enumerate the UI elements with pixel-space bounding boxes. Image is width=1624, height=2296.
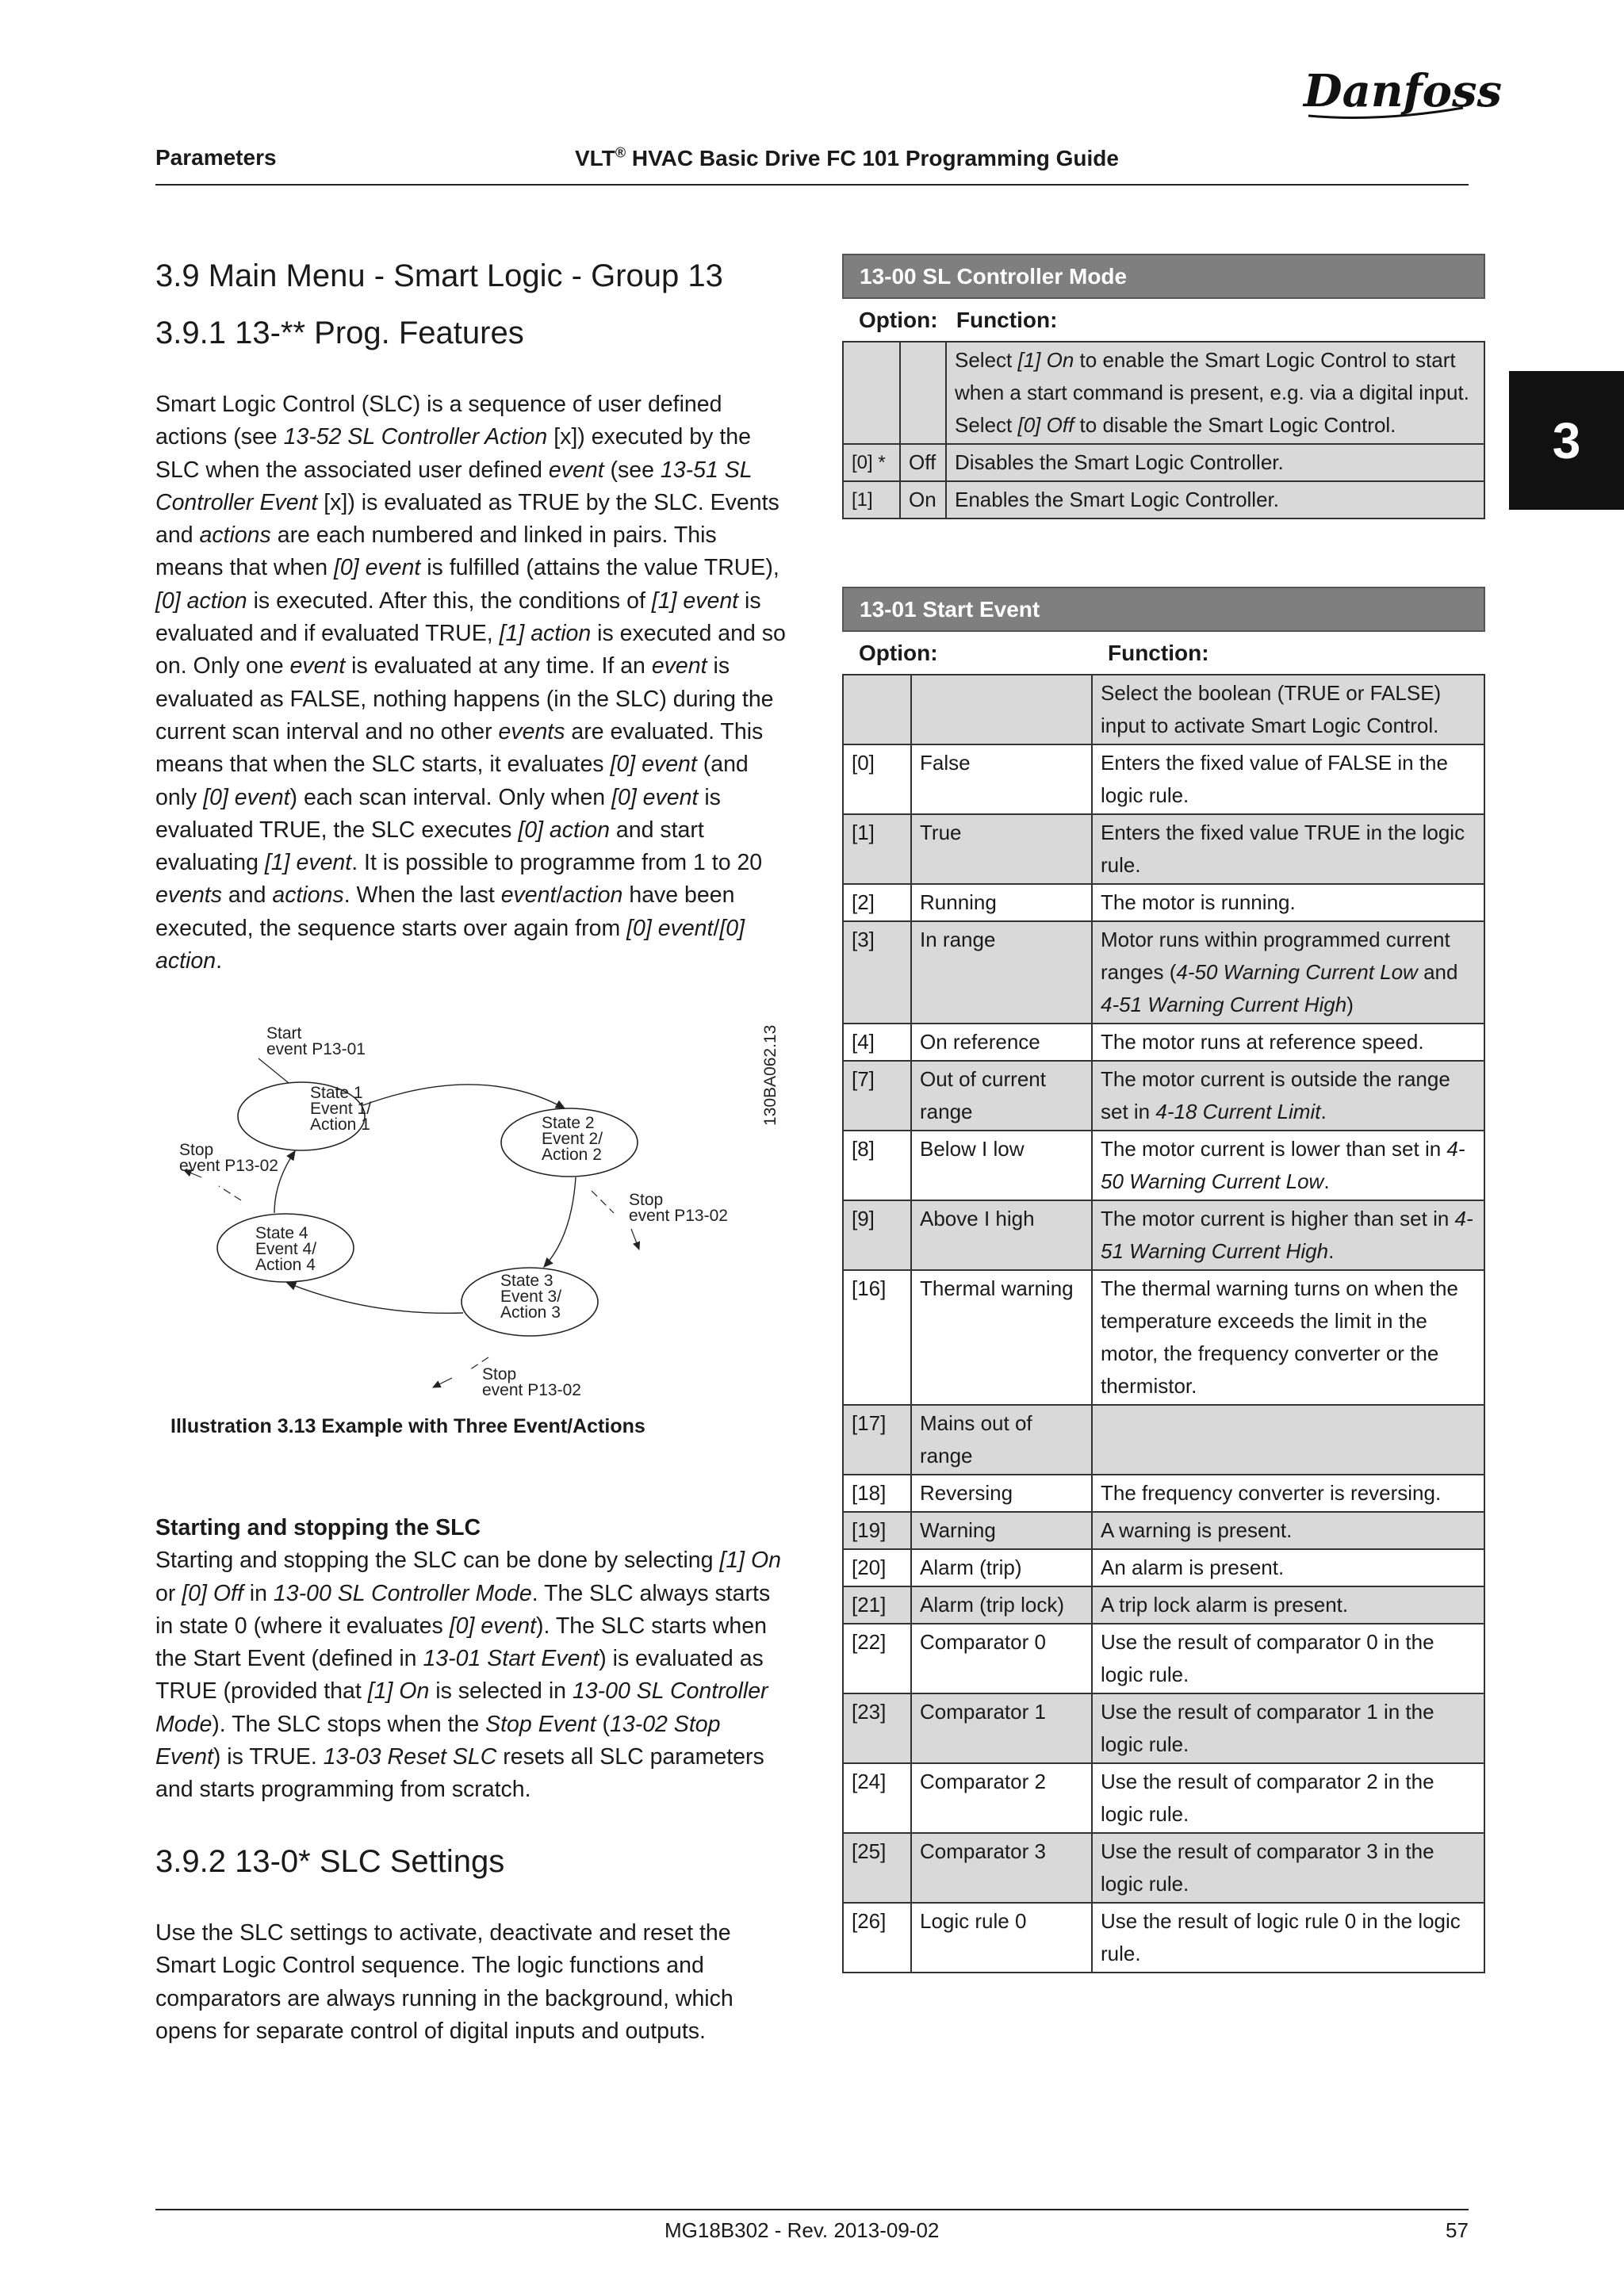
option-function: Use the result of logic rule 0 in the logic rule. <box>1092 1903 1484 1973</box>
state-3-line1: State 3 <box>500 1272 553 1290</box>
starting-heading: Starting and stopping the SLC <box>155 1515 481 1540</box>
table-13-01-row <box>843 1512 1484 1549</box>
option-name: True <box>911 814 1092 884</box>
table-13-01-row <box>843 1405 1484 1475</box>
stop-label-bottom-line2: event P13-02 <box>482 1381 581 1399</box>
table-13-01-row <box>843 1131 1484 1200</box>
table-13-01-description-row <box>843 675 1484 744</box>
option-function: The thermal warning turns on when the temperature exceeds the limit in the motor, the frequency converter or the thermistor. <box>1092 1270 1484 1405</box>
option-name: False <box>911 744 1092 814</box>
state-2-line2: Event 2/ <box>542 1130 603 1148</box>
state-2-line1: State 2 <box>542 1114 595 1132</box>
stop-label-bottom-line1: Stop <box>482 1365 517 1383</box>
table-13-01-row <box>843 1903 1484 1973</box>
start-label-line2: event P13-01 <box>266 1040 366 1058</box>
guide-title: VLT® HVAC Basic Drive FC 101 Programming Guide <box>575 145 1119 171</box>
table-13-01 <box>842 587 1485 1973</box>
section-label: Parameters <box>155 145 277 170</box>
start-pointer <box>259 1058 289 1083</box>
state-2-line3: Action 2 <box>542 1146 602 1164</box>
table-13-01-row <box>843 884 1484 921</box>
option-name: Warning <box>911 1512 1092 1549</box>
stop-label-left-line2: event P13-02 <box>179 1157 278 1175</box>
heading-slc-settings: 3.9.2 13-0* SLC Settings <box>155 1844 505 1879</box>
figure-caption: Illustration 3.13 Example with Three Event/Actions <box>170 1415 645 1437</box>
state-3-line2: Event 3/ <box>500 1288 562 1306</box>
header-rule <box>155 184 1469 186</box>
option-name: Alarm (trip lock) <box>911 1586 1092 1624</box>
table-13-01-row <box>843 1061 1484 1131</box>
option-function: Motor runs within programmed current ranges (4-50 Warning Current Low and 4-51 Warning Current High) <box>1092 921 1484 1024</box>
heading-prog-features: 3.9.1 13-** Prog. Features <box>155 316 524 350</box>
option-code: [18] <box>843 1475 911 1512</box>
option-code: [9] <box>843 1200 911 1270</box>
option-code: [1] <box>843 481 900 519</box>
transition-3-4 <box>287 1283 463 1313</box>
heading-main: 3.9 Main Menu - Smart Logic - Group 13 <box>155 258 723 293</box>
option-name: Running <box>911 884 1092 921</box>
option-function: Enters the fixed value TRUE in the logic rule. <box>1092 814 1484 884</box>
option-name: Thermal warning <box>911 1270 1092 1405</box>
table-13-00-description: Select [1] On to enable the Smart Logic Control to start when a start command is present, e.g. via a digital input. Select [0] Off to disable the Smart Logic Control. <box>946 342 1484 444</box>
table-13-00-description-row <box>843 342 1484 444</box>
start-label-line1: Start <box>266 1024 302 1043</box>
table-13-01-row <box>843 814 1484 884</box>
option-code: [17] <box>843 1405 911 1475</box>
option-function: An alarm is present. <box>1092 1549 1484 1586</box>
state-1-line2: Event 1/ <box>310 1100 372 1118</box>
option-function: Use the result of comparator 3 in the logic rule. <box>1092 1833 1484 1903</box>
option-name: Off <box>900 444 946 481</box>
settings-paragraph: Use the SLC settings to activate, deactivate and reset the Smart Logic Control sequence. The logic functions and comparators are always running in the background, which opens for separate control of digital inputs and outputs. <box>155 1920 733 2044</box>
option-code: [8] <box>843 1131 911 1200</box>
table-13-01-row <box>843 1549 1484 1586</box>
transition-2-3 <box>544 1177 576 1267</box>
option-function: The motor is running. <box>1092 884 1484 921</box>
starting-paragraph: Starting and stopping the SLC can be done by selecting [1] On or [0] Off in 13-00 SL Controller Mode. The SLC always starts in state 0 (where it evaluates [0] event). The SLC starts when the Start Event (defined in 13-01 Start Event) is evaluated as TRUE (provided that [1] On is selected in 13-00 SL Controller Mode). The SLC stops when the Stop Event (13-02 Stop Event) is TRUE. 13-03 Reset SLC resets all SLC parameters and starts programming from scratch. <box>155 1548 782 1803</box>
option-code: [19] <box>843 1512 911 1549</box>
intro-paragraph: Smart Logic Control (SLC) is a sequence of user defined actions (see 13-52 SL Controller Action [x]) executed by the SLC when the associated user defined event (see 13-51 SL Controller Event [x]) is evaluated as TRUE by the SLC. Events and actions are each numbered and linked in pairs. This means that when [0] event is fulfilled (attains the value TRUE), [0] action is executed. After this, the conditions of [1] event is evaluated and if evaluated TRUE, [1] action is executed and so on. Only one event is evaluated at any time. If an event is evaluated as FALSE, nothing happens (in the SLC) during the current scan interval and no other events are evaluated. This means that when the SLC starts, it evaluates [0] event (and only [0] event) each scan interval. Only when [0] event is evaluated TRUE, the SLC executes [0] action and start evaluating [1] event. It is possible to programme from 1 to 20 events and actions. When the last event/action have been executed, the sequence starts over again from [0] event/[0] action. <box>155 392 786 974</box>
option-code: [25] <box>843 1833 911 1903</box>
option-name: Above I high <box>911 1200 1092 1270</box>
table-13-01-row <box>843 1624 1484 1693</box>
option-code: [22] <box>843 1624 911 1693</box>
footer-doc-ref: MG18B302 - Rev. 2013-09-02 <box>665 2218 940 2242</box>
table-13-00-row <box>843 444 1484 481</box>
option-code: [20] <box>843 1549 911 1586</box>
stop-label-left-line1: Stop <box>179 1141 214 1159</box>
page-number: 57 <box>1446 2218 1469 2242</box>
state-3-line3: Action 3 <box>500 1303 561 1322</box>
option-code: [26] <box>843 1903 911 1973</box>
option-name: Out of current range <box>911 1061 1092 1131</box>
option-function: A trip lock alarm is present. <box>1092 1586 1484 1624</box>
table-13-01-row <box>843 1693 1484 1763</box>
option-name: Comparator 1 <box>911 1693 1092 1763</box>
danfoss-logo <box>1300 60 1503 124</box>
option-code: [0] <box>843 744 911 814</box>
table-13-00-title: 13-00 SL Controller Mode <box>843 254 1484 298</box>
option-function <box>1092 1405 1484 1475</box>
option-function: Enters the fixed value of FALSE in the logic rule. <box>1092 744 1484 814</box>
state-1-line1: State 1 <box>310 1084 363 1102</box>
table-13-01-function-header: Function: <box>1092 631 1484 675</box>
option-code: [7] <box>843 1061 911 1131</box>
state-4-line2: Event 4/ <box>255 1240 317 1258</box>
state-1-line3: Action 1 <box>310 1115 370 1134</box>
table-13-00-row <box>843 481 1484 519</box>
table-13-00 <box>842 254 1485 519</box>
option-function: Enables the Smart Logic Controller. <box>946 481 1484 519</box>
footer-rule <box>155 2209 1469 2210</box>
option-code: [4] <box>843 1024 911 1061</box>
option-function: Disables the Smart Logic Controller. <box>946 444 1484 481</box>
option-function: Use the result of comparator 0 in the logic rule. <box>1092 1624 1484 1693</box>
stop-label-right-line2: event P13-02 <box>629 1207 728 1225</box>
table-13-01-row <box>843 1270 1484 1405</box>
option-code: [3] <box>843 921 911 1024</box>
table-13-01-row <box>843 1200 1484 1270</box>
option-function: The motor current is outside the range set in 4-18 Current Limit. <box>1092 1061 1484 1131</box>
option-name: On reference <box>911 1024 1092 1061</box>
option-name: Comparator 0 <box>911 1624 1092 1693</box>
option-code: [21] <box>843 1586 911 1624</box>
state-diagram <box>155 1015 790 1411</box>
stop-label-right-line1: Stop <box>629 1191 664 1209</box>
option-code: [16] <box>843 1270 911 1405</box>
option-name: On <box>900 481 946 519</box>
diagram-code: 130BA062.13 <box>761 1024 779 1126</box>
logo-wordmark: Danfoss <box>1304 65 1503 117</box>
option-function: A warning is present. <box>1092 1512 1484 1549</box>
table-13-01-row <box>843 1024 1484 1061</box>
table-13-01-row <box>843 1586 1484 1624</box>
option-function: The motor current is higher than set in 4-51 Warning Current High. <box>1092 1200 1484 1270</box>
transition-1-2 <box>363 1085 565 1108</box>
option-function: Use the result of comparator 1 in the logic rule. <box>1092 1693 1484 1763</box>
table-13-01-description: Select the boolean (TRUE or FALSE) input to activate Smart Logic Control. <box>1092 675 1484 744</box>
option-function: The motor runs at reference speed. <box>1092 1024 1484 1061</box>
option-name: Reversing <box>911 1475 1092 1512</box>
starting-section <box>155 1512 790 1807</box>
table-13-01-row <box>843 744 1484 814</box>
option-code: [1] <box>843 814 911 884</box>
option-name: Alarm (trip) <box>911 1549 1092 1586</box>
table-13-01-row <box>843 1833 1484 1903</box>
state-4-line3: Action 4 <box>255 1256 316 1274</box>
option-name: Comparator 3 <box>911 1833 1092 1903</box>
option-name: Logic rule 0 <box>911 1903 1092 1973</box>
table-13-01-row <box>843 1763 1484 1833</box>
option-function: The frequency converter is reversing. <box>1092 1475 1484 1512</box>
table-13-01-title: 13-01 Start Event <box>843 587 1484 631</box>
option-name: Below I low <box>911 1131 1092 1200</box>
table-13-01-row <box>843 1475 1484 1512</box>
option-name: In range <box>911 921 1092 1024</box>
state-4-line1: State 4 <box>255 1224 308 1242</box>
option-code: [24] <box>843 1763 911 1833</box>
option-code: [0] * <box>843 444 900 481</box>
chapter-tab: 3 <box>1509 371 1624 510</box>
option-function: Use the result of comparator 2 in the logic rule. <box>1092 1763 1484 1833</box>
option-function: The motor current is lower than set in 4-50 Warning Current Low. <box>1092 1131 1484 1200</box>
option-code: [23] <box>843 1693 911 1763</box>
table-13-01-row <box>843 921 1484 1024</box>
table-13-00-header: Option: Function: <box>843 298 1484 342</box>
option-code: [2] <box>843 884 911 921</box>
table-13-01-option-header: Option: <box>843 631 1092 675</box>
option-name: Mains out of range <box>911 1405 1092 1475</box>
option-name: Comparator 2 <box>911 1763 1092 1833</box>
